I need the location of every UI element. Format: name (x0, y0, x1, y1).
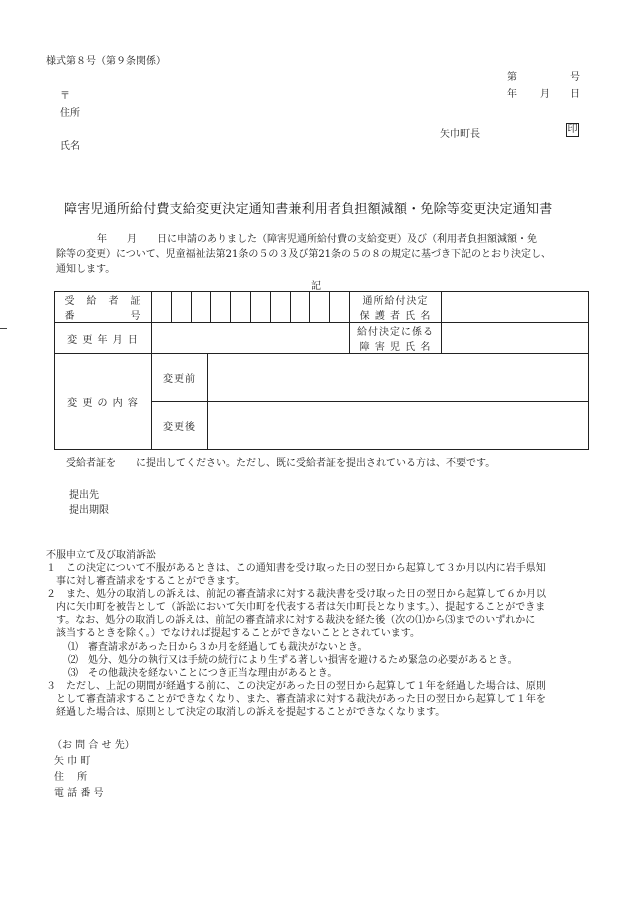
digit-cell[interactable] (330, 292, 349, 322)
child-name-label-b: 障 害 児 氏 名 (359, 342, 432, 353)
address-label: 住所 (60, 108, 80, 119)
submit-to-label: 提出先 (69, 490, 99, 501)
child-name-label (350, 323, 442, 354)
seal-text: 印 (567, 124, 578, 135)
recipient-number-label-a: 受 給 者 証 (64, 296, 142, 307)
after-change-label: 変更後 (152, 402, 208, 450)
contact-heading: （お 問 合 せ 先） (52, 740, 135, 751)
appeal-line: ３ ただし、上記の期間が経過する前に、この決定があった日の翌日から起算して１年を経過した場合は、原則 (46, 681, 546, 692)
digit-cell[interactable] (231, 292, 251, 322)
appeal-line: １ この決定について不服があるときは、この通知書を受け取った日の翌日から起算して３か月以内に岩手県知 (46, 563, 546, 574)
appeal-line: 経過した場合は、原則として決定の取消しの訴えを提起することができなくなります。 (46, 707, 446, 718)
appeal-line: ⑴ 審査請求があった日から３か月を経過しても裁決がないとき。 (58, 642, 368, 653)
digit-cell[interactable] (251, 292, 271, 322)
appeal-line: ⑵ 処分、処分の執行又は手続の続行により生ずる著しい損害を避けるため緊急の必要があるとき。 (58, 655, 518, 666)
deadline-label: 提出期限 (69, 505, 109, 516)
contact-phone: 電 話 番 号 (54, 788, 104, 799)
guardian-name-label-a: 通所給付決定 (362, 296, 429, 307)
digit-cell[interactable] (152, 292, 172, 322)
margin-tick (0, 328, 7, 329)
date-year-label: 年 (507, 89, 517, 100)
issuer-name: 矢巾町長 (440, 129, 480, 140)
guardian-name-label (350, 292, 442, 323)
date-month-label: 月 (540, 89, 550, 100)
number-label-go: 号 (570, 72, 580, 83)
digit-cell[interactable] (271, 292, 291, 322)
change-date-label: 変 更 年 月 日 (55, 323, 152, 354)
appeal-line: として審査請求することができなくなり、また、審査請求に対する裁決があった日の翌日から起算して１年を (46, 694, 546, 705)
digit-cell[interactable] (211, 292, 231, 322)
recipient-number-cells[interactable] (152, 292, 350, 323)
contact-town: 矢 巾 町 (54, 756, 91, 767)
after-change-field[interactable] (208, 402, 589, 450)
appeal-line: 該当するときを除く。）でなければ提起することができないこととされています。 (46, 628, 420, 639)
appeal-line: 内に矢巾町を被告として（訴訟において矢巾町を代表する者は矢巾町長となります。）、提起することができま (46, 602, 546, 613)
ki-label: 記 (311, 281, 321, 292)
before-change-field[interactable] (208, 354, 589, 402)
decision-table (54, 291, 589, 450)
intro-line-1: 年 月 日に申請のありました（障害児通所給付費の支給変更）及び（利用者負担額減額・免 (97, 234, 537, 245)
before-change-label: 変更前 (152, 354, 208, 402)
digit-cell[interactable] (291, 292, 311, 322)
date-day-label: 日 (570, 89, 580, 100)
change-date-field[interactable] (152, 323, 350, 354)
postal-mark: 〒 (60, 91, 70, 102)
guardian-name-label-b: 保 護 者 氏 名 (359, 311, 432, 322)
appeal-line: す。なお、処分の取消しの訴えは、前記の審査請求に対する裁決を経た後（次の⑴から⑶までのいずれかに (46, 615, 536, 626)
change-content-label: 変 更 の 内 容 (55, 354, 152, 450)
document-title: 障害児通所給付費支給変更決定通知書兼利用者負担額減額・免除等変更決定通知書 (64, 202, 553, 217)
child-name-label-a: 給付決定に係る (357, 327, 434, 338)
recipient-number-label-b: 番 号 (64, 311, 142, 322)
intro-line-2: 除等の変更）について、児童福祉法第21条の５の３及び第21条の５の８の規定に基づき下記のとおり決定し、 (56, 249, 552, 260)
digit-cell[interactable] (310, 292, 330, 322)
number-label-dai: 第 (507, 72, 517, 83)
submission-notice: 受給者証を に提出してください。ただし、既に受給者証を提出されている方は、不要です。 (66, 458, 496, 469)
name-label: 氏名 (60, 141, 80, 152)
contact-address: 住 所 (54, 772, 88, 783)
form-number: 様式第８号（第９条関係） (46, 56, 166, 67)
guardian-name-field[interactable] (442, 292, 589, 323)
appeal-line: 事に対し審査請求をすることができます。 (46, 576, 246, 587)
appeal-heading: 不服申立て及び取消訴訟 (46, 550, 156, 561)
child-name-field[interactable] (442, 323, 589, 354)
intro-line-3: 通知します。 (56, 264, 116, 275)
recipient-number-label (55, 292, 152, 323)
appeal-line: ２ また、処分の取消しの訴えは、前記の審査請求に対する裁決書を受け取った日の翌日から起算して６か月以 (46, 589, 546, 600)
appeal-line: ⑶ その他裁決を経ないことにつき正当な理由があるとき。 (58, 668, 338, 679)
seal-mark (566, 123, 579, 137)
digit-cell[interactable] (172, 292, 192, 322)
digit-cell[interactable] (192, 292, 212, 322)
